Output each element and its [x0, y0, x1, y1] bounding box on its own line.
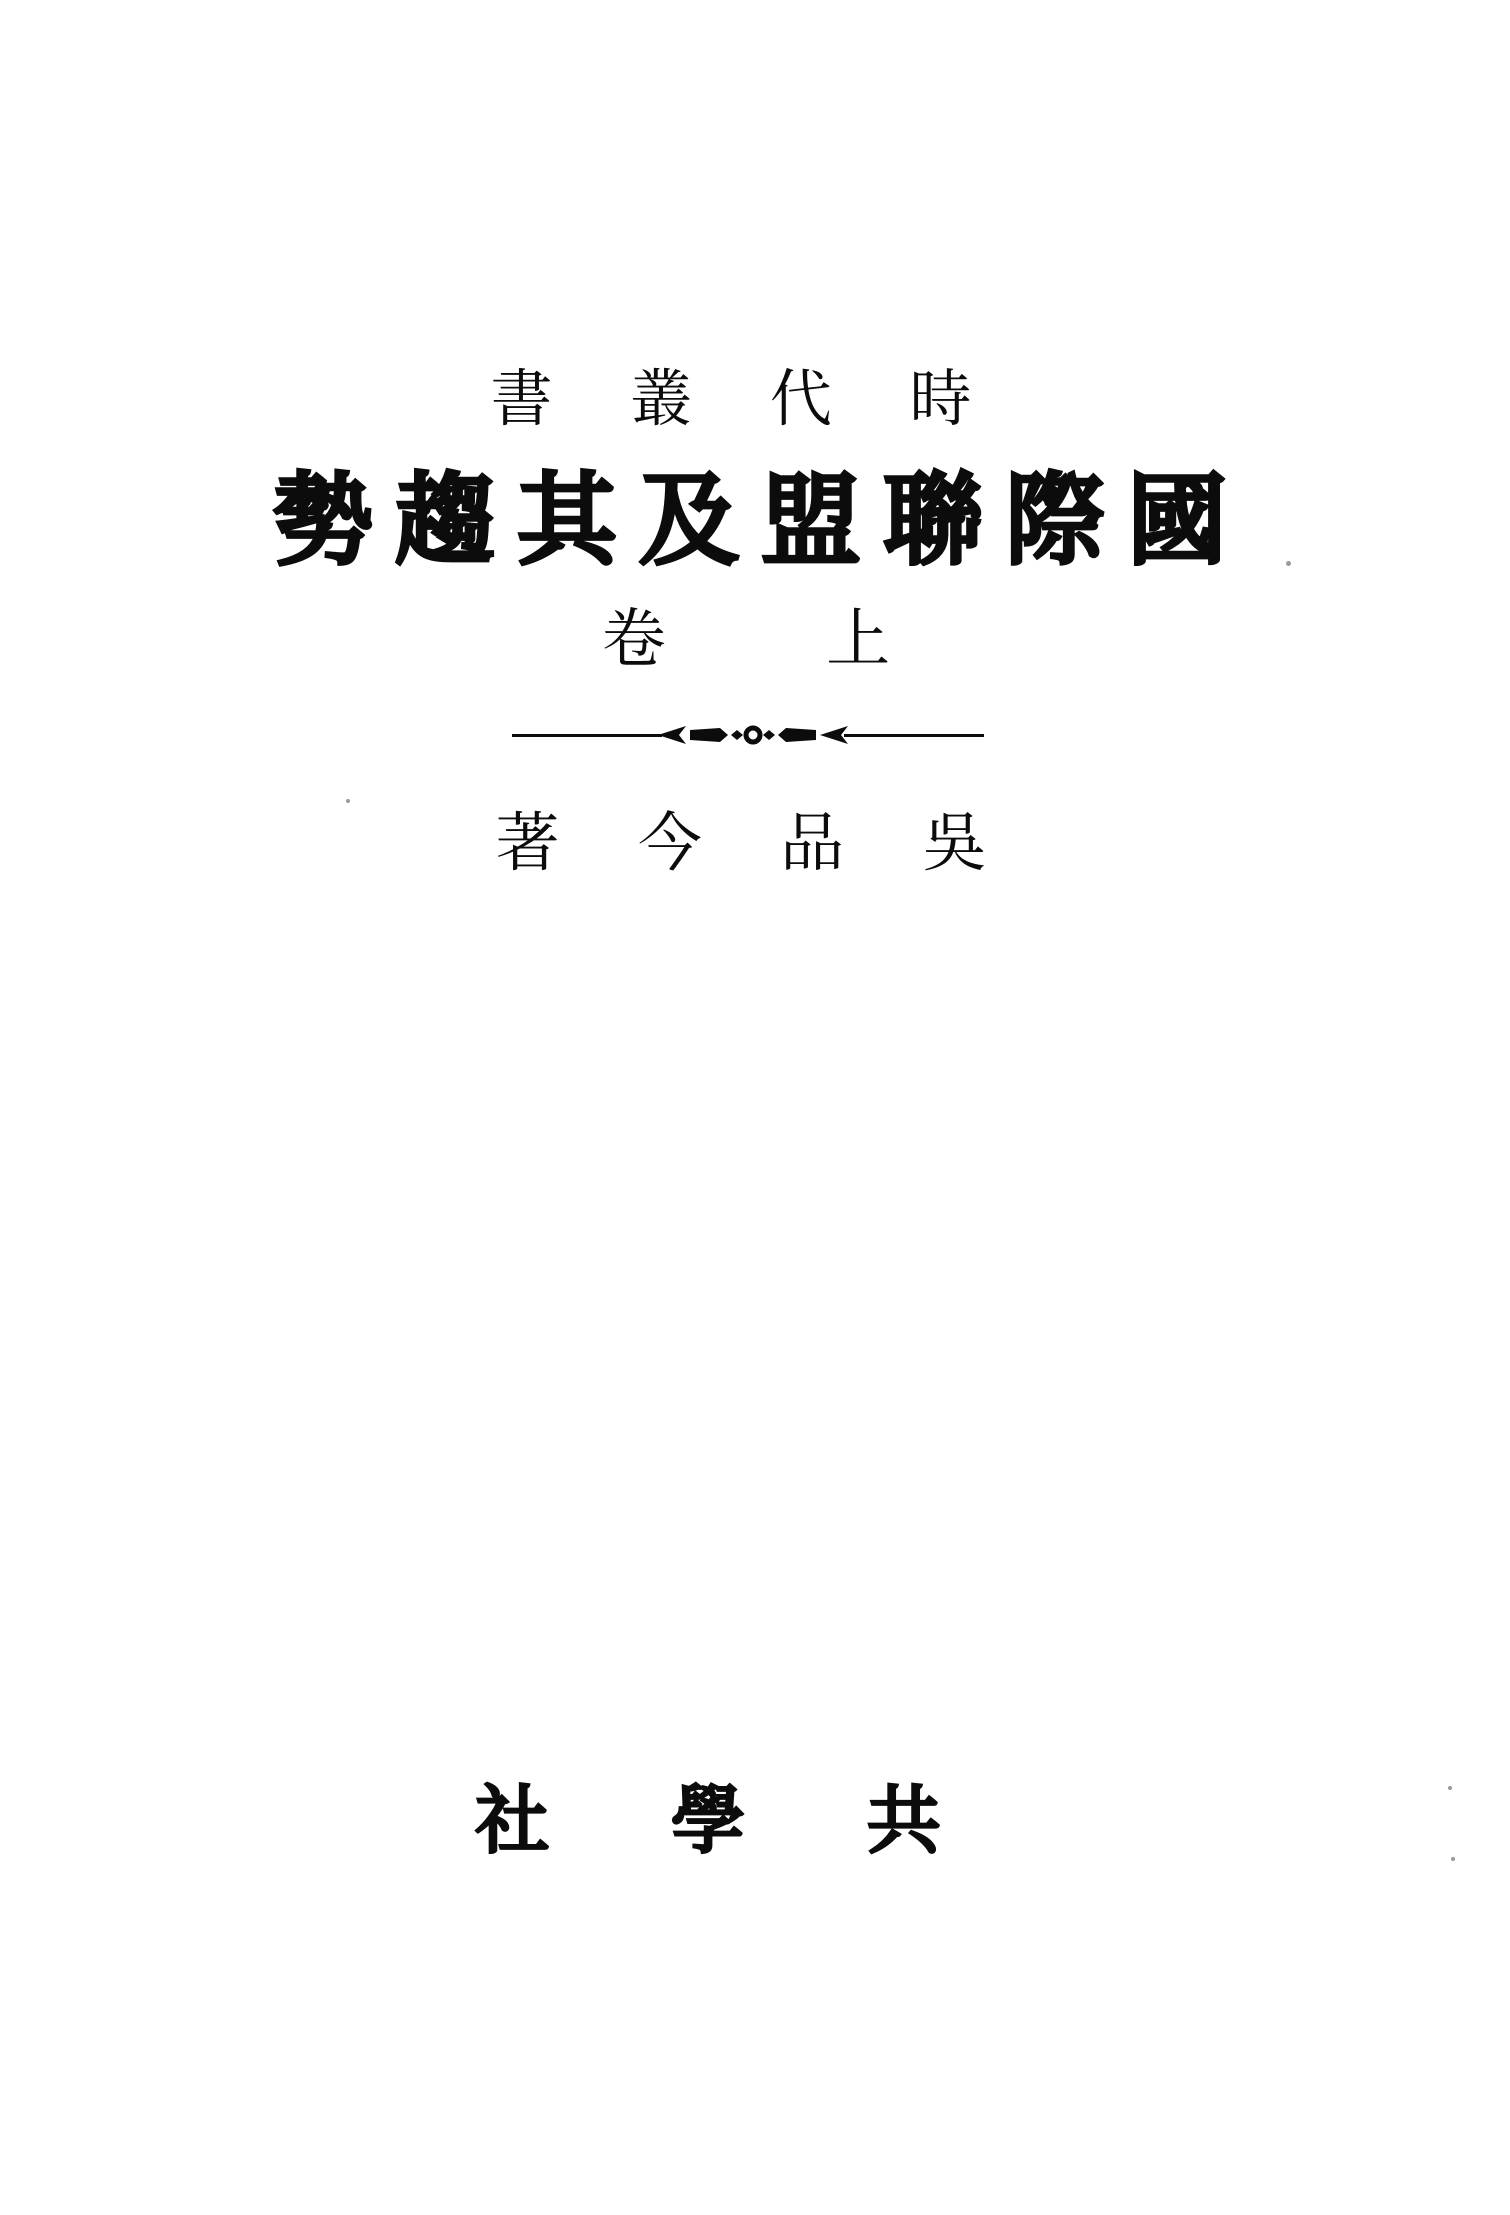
scan-speck — [346, 799, 350, 803]
ornamental-divider — [0, 722, 1503, 748]
volume-label: 卷 上 — [601, 603, 891, 677]
scan-speck — [1286, 561, 1291, 566]
publisher-name: 社 學 共 — [475, 1778, 941, 1864]
ornamental-divider-graphic — [512, 722, 984, 748]
scan-speck — [1451, 1857, 1455, 1861]
book-title: 勢趨其及盟聯際國 — [273, 461, 1249, 579]
scan-speck — [1448, 1786, 1452, 1790]
series-title: 書 叢 代 時 — [490, 362, 972, 435]
author-line: 著 今 品 吳 — [495, 807, 987, 881]
